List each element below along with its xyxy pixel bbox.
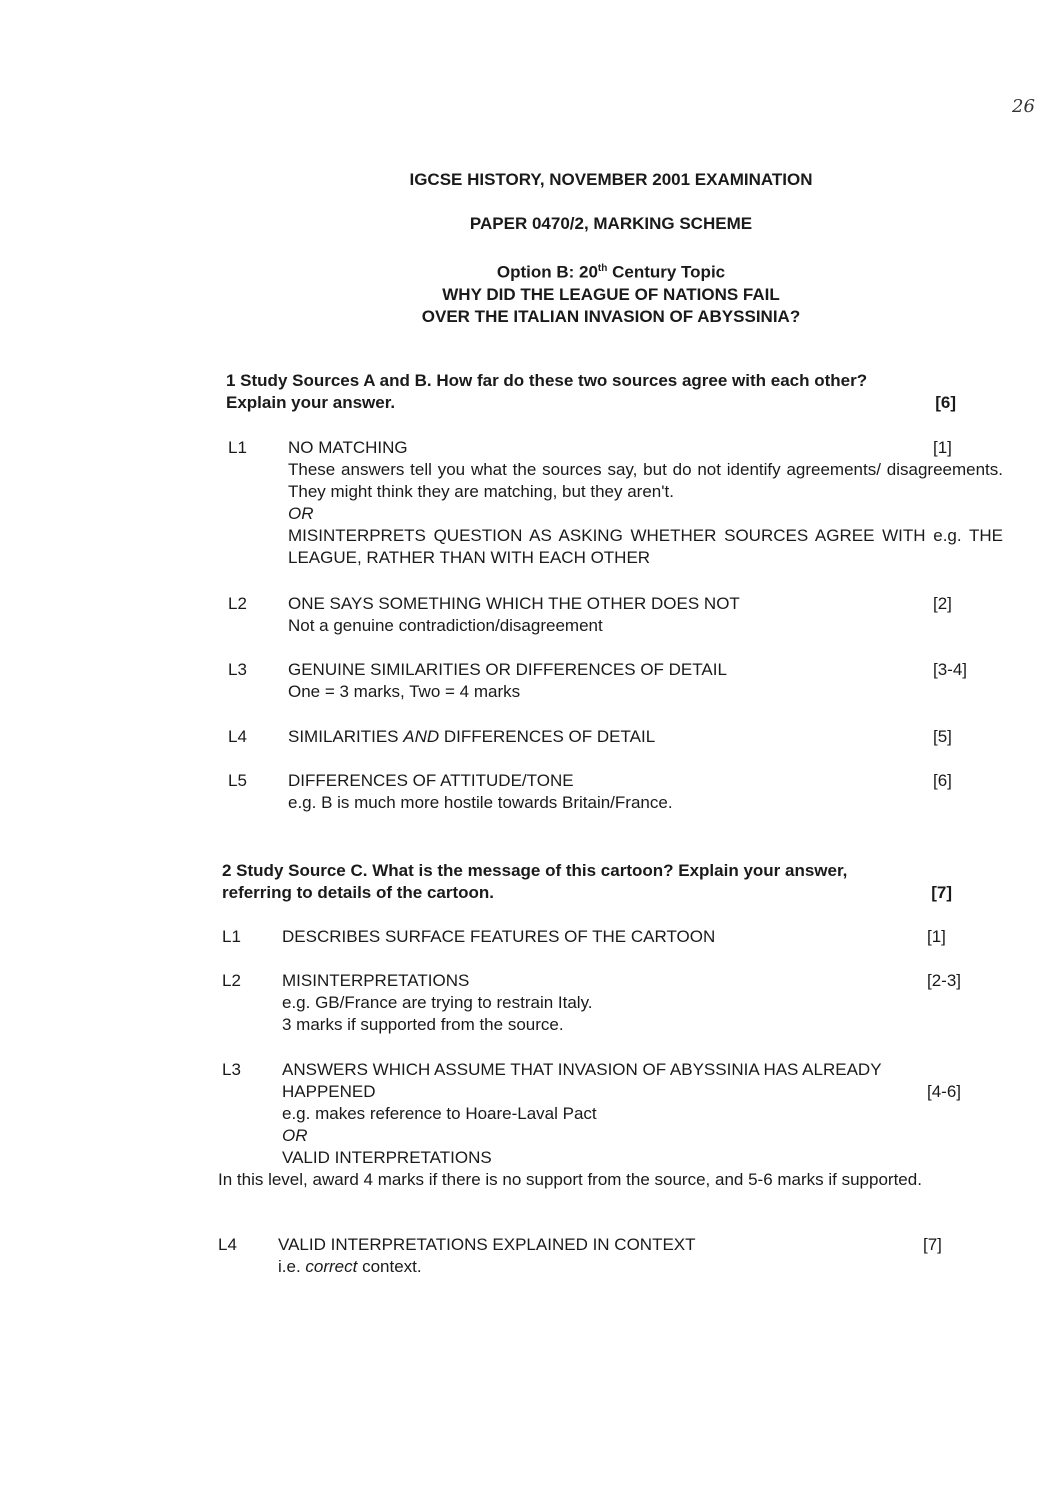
title-part: SIMILARITIES <box>288 727 404 746</box>
level-label: L3 <box>222 1060 241 1079</box>
level-or: OR <box>282 1126 308 1145</box>
question-2 <box>222 860 1002 904</box>
level-text: Not a genuine contradiction/disagreement <box>288 616 603 635</box>
level-label: L2 <box>222 971 241 990</box>
level-text: One = 3 marks, Two = 4 marks <box>288 682 521 701</box>
title-emphasis: AND <box>403 727 440 746</box>
q1-line-2: Explain your answer. <box>226 393 396 412</box>
level-title: MISINTERPRETATIONS <box>282 971 470 990</box>
q1-line-1: 1 Study Sources A and B. How far do these two sources agree with each other? <box>226 371 868 390</box>
page-number: 26 <box>1012 96 1035 117</box>
topic-line-2: OVER THE ITALIAN INVASION OF ABYSSINIA? <box>421 306 801 326</box>
level-title: ONE SAYS SOMETHING WHICH THE OTHER DOES NOT <box>288 594 740 613</box>
level-marks: [5] <box>933 727 952 746</box>
level-title: HAPPENED <box>282 1082 376 1101</box>
q1-level-1 <box>228 437 1003 569</box>
level-marks: [4-6] <box>927 1082 962 1101</box>
q1-level-5 <box>228 770 1003 814</box>
level-label: L4 <box>228 727 247 746</box>
level-marks: [2-3] <box>927 971 962 990</box>
level-text <box>278 1256 993 1278</box>
level-text: e.g. makes reference to Hoare-Laval Pact <box>282 1104 597 1123</box>
level-label: L2 <box>228 594 247 613</box>
level-label: L1 <box>222 927 241 946</box>
q2-level-1 <box>222 926 997 948</box>
q1-marks: [6] <box>935 393 956 412</box>
q1-level-4 <box>228 726 1003 748</box>
q2-level-4 <box>218 1234 993 1278</box>
option-suffix: Century Topic <box>607 262 726 282</box>
level-title: ANSWERS WHICH ASSUME THAT INVASION OF ABYSSINIA HAS ALREADY <box>282 1060 882 1079</box>
level-marks: [7] <box>923 1235 942 1254</box>
text-part: i.e. <box>278 1257 306 1276</box>
q2-level-2 <box>222 970 997 1036</box>
level-label: L3 <box>228 660 247 679</box>
level-title: GENUINE SIMILARITIES OR DIFFERENCES OF DETAIL <box>288 660 727 679</box>
level-label: L1 <box>228 438 247 457</box>
level-text: e.g. GB/France are trying to restrain Italy. <box>282 993 593 1012</box>
level-text: MISINTERPRETS QUESTION AS ASKING WHETHER SOURCES AGREE WITH e.g. THE LEAGUE, RATHER THAN WITH EACH OTHER <box>288 526 1003 567</box>
level-label: L4 <box>218 1235 237 1254</box>
level-marks: [1] <box>927 927 946 946</box>
topic-line-1: WHY DID THE LEAGUE OF NATIONS FAIL <box>442 284 780 304</box>
text-emphasis: correct <box>305 1257 358 1276</box>
level-marks: [1] <box>933 438 952 457</box>
q2-level-3-note: In this level, award 4 marks if there is no support from the source, and 5-6 marks if supported. <box>218 1170 922 1189</box>
level-title: VALID INTERPRETATIONS EXPLAINED IN CONTEXT <box>278 1235 696 1254</box>
level-title <box>288 726 655 748</box>
level-marks: [3-4] <box>933 660 968 679</box>
level-label: L5 <box>228 771 247 790</box>
level-title: NO MATCHING <box>288 438 408 457</box>
option-sup: th <box>597 263 608 274</box>
level-text: These answers tell you what the sources say, but do not identify agreements/ disagreements. They might think they are matching, but they aren't. <box>288 460 1003 501</box>
level-text: 3 marks if supported from the source. <box>282 1015 564 1034</box>
level-or: OR <box>288 504 314 523</box>
title-part: DIFFERENCES OF DETAIL <box>439 727 656 746</box>
q2-level-3 <box>222 1059 997 1169</box>
q2-line-1: 2 Study Source C. What is the message of this cartoon? Explain your answer, <box>222 861 848 880</box>
q1-level-3 <box>228 659 1003 703</box>
paper-title: PAPER 0470/2, MARKING SCHEME <box>469 214 753 233</box>
level-title: DESCRIBES SURFACE FEATURES OF THE CARTOON <box>282 927 716 946</box>
level-text: VALID INTERPRETATIONS <box>282 1148 492 1167</box>
option-prefix: Option B: 20 <box>496 262 598 282</box>
question-1 <box>226 370 1006 414</box>
q1-level-2 <box>228 593 1003 637</box>
q2-line-2: referring to details of the cartoon. <box>222 883 495 902</box>
level-title: DIFFERENCES OF ATTITUDE/TONE <box>288 771 574 790</box>
q2-marks: [7] <box>931 883 952 902</box>
level-marks: [6] <box>933 771 952 790</box>
topic-heading <box>82 258 1058 328</box>
exam-title: IGCSE HISTORY, NOVEMBER 2001 EXAMINATION <box>409 170 813 189</box>
level-marks: [2] <box>933 594 952 613</box>
level-text: e.g. B is much more hostile towards Britain/France. <box>288 793 673 812</box>
text-part: context. <box>357 1257 422 1276</box>
